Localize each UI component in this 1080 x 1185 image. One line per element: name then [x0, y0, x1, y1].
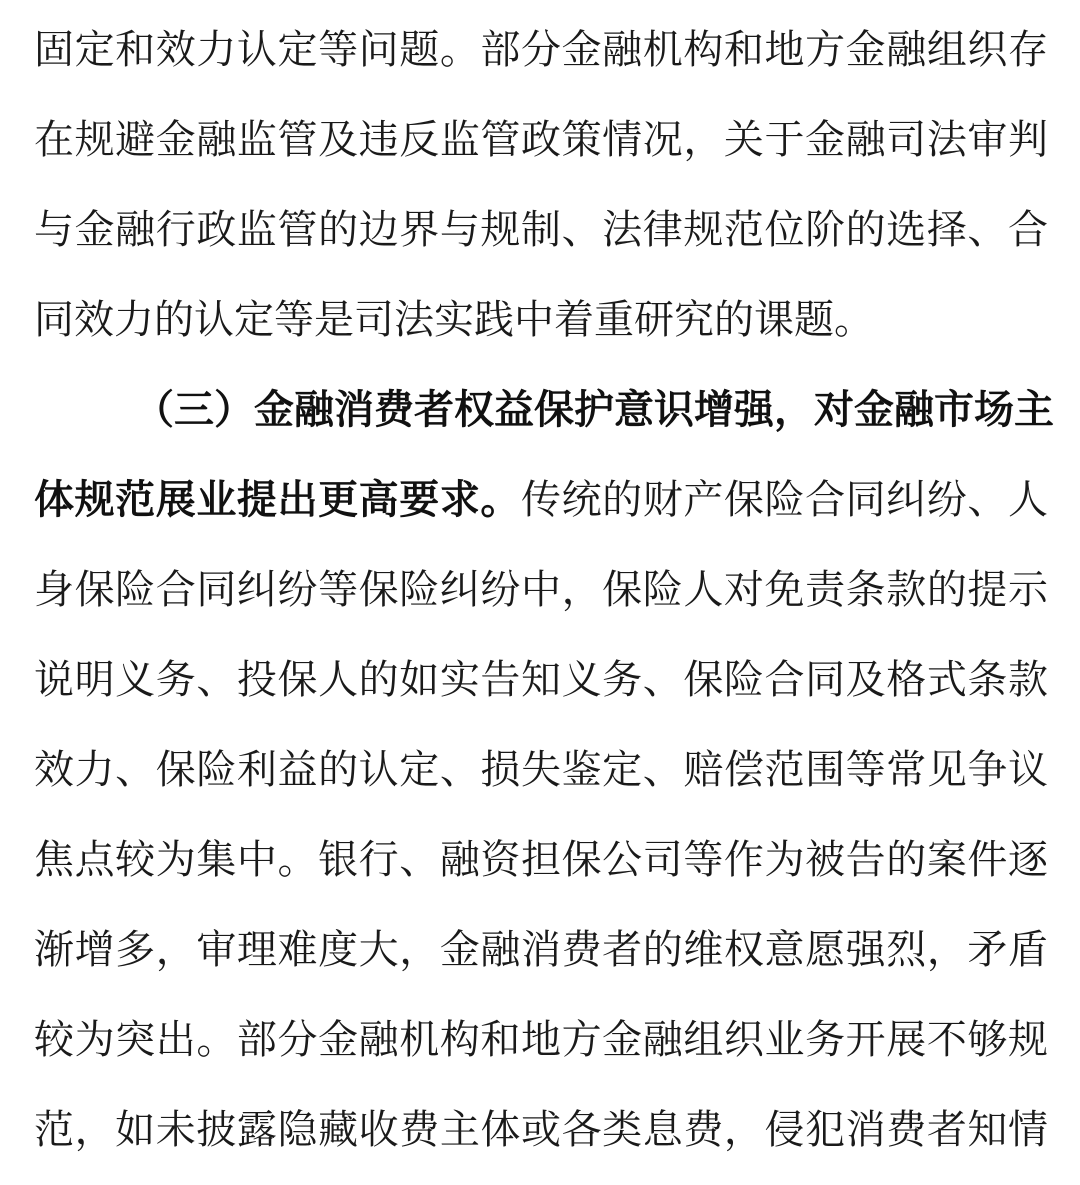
paragraph-line-2: 在规避金融监管及违反监管政策情况，关于金融司法审判 [34, 117, 1048, 163]
section-heading-line-2 [34, 470, 1048, 530]
paragraph-line-4: 同效力的认定等是司法实践中着重研究的课题。 [34, 297, 874, 343]
paragraph-text: 传统的财产保险合同纠纷、人 [521, 477, 1048, 523]
section-heading-line-1 [134, 380, 1054, 440]
paragraph-line-7: 身保险合同纠纷等保险纠纷中，保险人对免责条款的提示 [34, 567, 1048, 613]
paragraph-line-1: 固定和效力认定等问题。部分金融机构和地方金融组织存 [34, 27, 1048, 73]
section-heading-text: （三）金融消费者权益保护意识增强，对金融市场主 [134, 386, 1054, 433]
paragraph-line-9: 效力、保险利益的认定、损失鉴定、赔偿范围等常见争议 [34, 747, 1048, 793]
section-heading-text-cont: 体规范展业提出更高要求。 [34, 476, 521, 523]
paragraph-line-12: 较为突出。部分金融机构和地方金融组织业务开展不够规 [34, 1017, 1048, 1063]
paragraph-line-11: 渐增多，审理难度大，金融消费者的维权意愿强烈，矛盾 [34, 927, 1048, 973]
paragraph-line-8: 说明义务、投保人的如实告知义务、保险合同及格式条款 [34, 657, 1048, 703]
paragraph-line-13: 范，如未披露隐藏收费主体或各类息费，侵犯消费者知情 [34, 1107, 1048, 1153]
paragraph-line-3: 与金融行政监管的边界与规制、法律规范位阶的选择、合 [34, 207, 1048, 253]
paragraph-line-10: 焦点较为集中。银行、融资担保公司等作为被告的案件逐 [34, 837, 1048, 883]
